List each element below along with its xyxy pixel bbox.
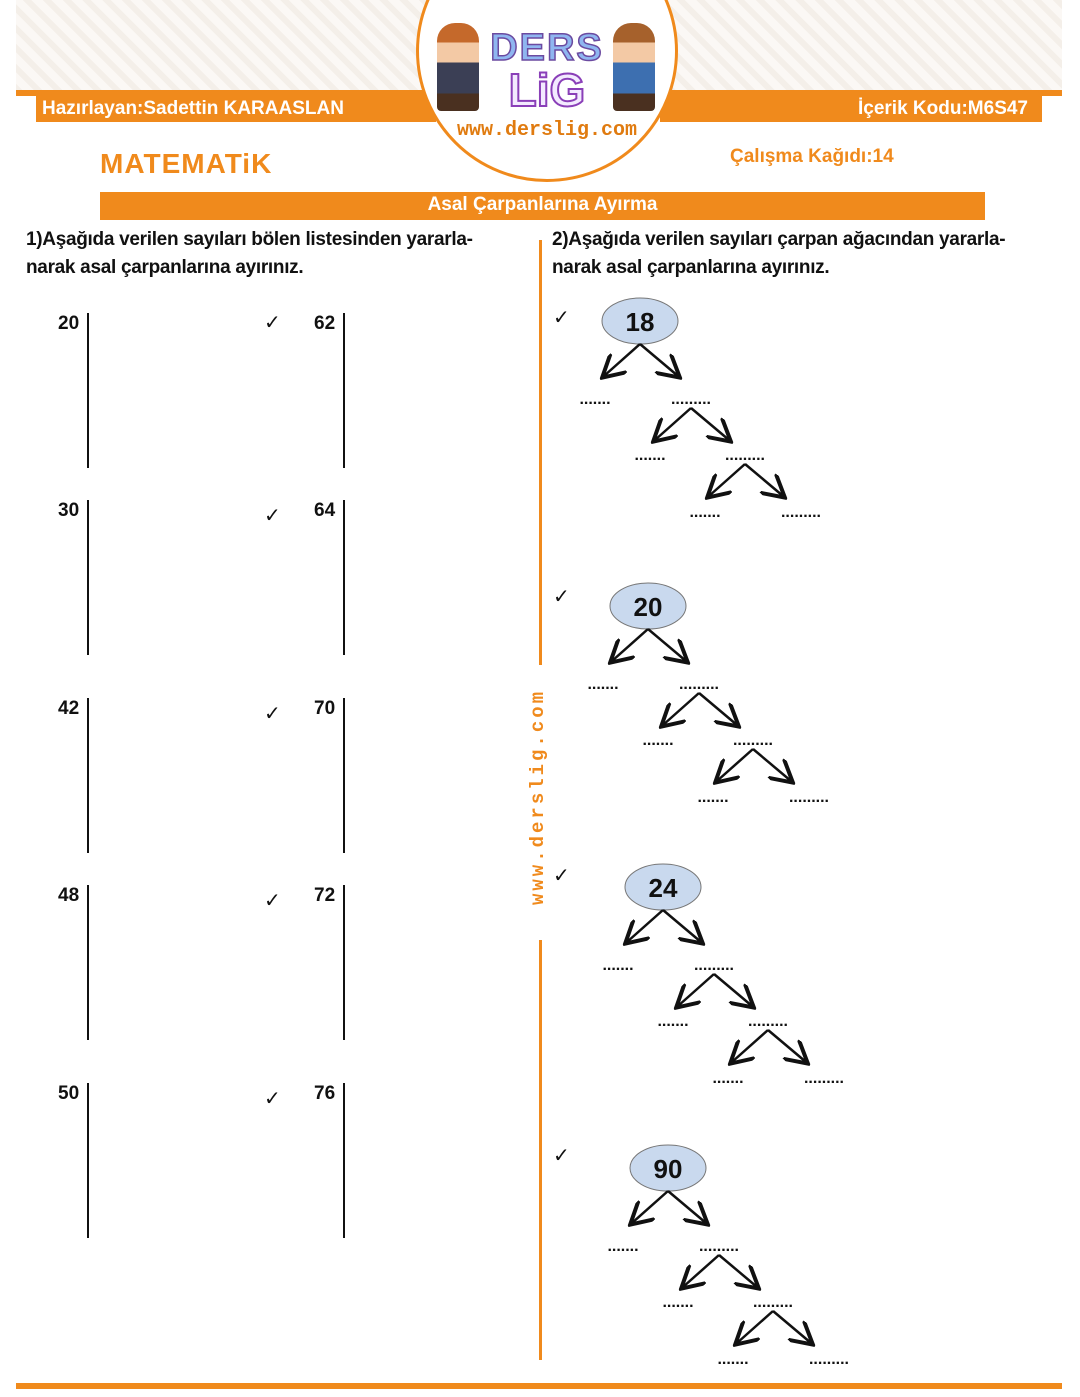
arrow-right-icon [768, 1030, 806, 1062]
arrow-left-icon [604, 344, 640, 376]
arrow-left-icon [678, 974, 714, 1006]
answer-blank: ......... [752, 1294, 794, 1311]
arrow-left-icon [632, 1191, 668, 1223]
check-mark-icon: ✓ [264, 1088, 281, 1110]
division-number: 20 [58, 313, 80, 334]
question-2-line1: 2)Aşağıda verilen sayıları çarpan ağacından yararla- [552, 229, 1006, 250]
arrow-left-icon [663, 693, 699, 725]
arrow-left-icon [737, 1311, 773, 1343]
author-label: Hazırlayan:Sadettin KARAASLAN [36, 96, 436, 122]
answer-blank: ....... [607, 1238, 639, 1255]
logo-ders: DERS [490, 27, 604, 69]
footer-band [16, 1383, 1062, 1389]
arrow-left-icon [732, 1030, 768, 1062]
tree-root-number: 24 [648, 873, 678, 903]
question-1-line1: 1)Aşağıda verilen sayıları bölen listesinden yararla- [26, 229, 473, 250]
answer-blank: ......... [732, 732, 774, 749]
arrow-left-icon [717, 749, 753, 781]
answer-blank: ....... [717, 1351, 749, 1368]
arrow-right-icon [745, 464, 783, 496]
question-2-line2: narak asal çarpanlarına ayırınız. [552, 257, 830, 278]
check-mark-icon: ✓ [553, 586, 570, 608]
arrow-right-icon [753, 749, 791, 781]
logo-lig: LiG [508, 64, 586, 116]
division-number: 72 [314, 885, 336, 906]
division-number: 62 [314, 313, 336, 334]
arrow-right-icon [668, 1191, 706, 1223]
check-mark-icon: ✓ [264, 505, 281, 527]
content-code: İçerik Kodu:M6S47 [660, 96, 1042, 122]
answer-blank: ....... [662, 1294, 694, 1311]
answer-blank: ......... [780, 504, 822, 521]
answer-blank: ......... [788, 789, 830, 806]
arrow-left-icon [627, 910, 663, 942]
arrow-right-icon [691, 408, 729, 440]
answer-blank: ......... [803, 1070, 845, 1087]
subject-title: MATEMATiK [100, 148, 273, 179]
answer-blank: ......... [693, 957, 735, 974]
answer-blank: ......... [670, 391, 712, 408]
answer-blank: ....... [587, 676, 619, 693]
arrow-right-icon [663, 910, 701, 942]
answer-blank: ....... [689, 504, 721, 521]
arrow-left-icon [612, 629, 648, 661]
answer-blank: ....... [697, 789, 729, 806]
division-number: 30 [58, 500, 80, 521]
arrow-right-icon [699, 693, 737, 725]
answer-blank: ....... [634, 447, 666, 464]
answer-blank: ......... [747, 1013, 789, 1030]
topic-title: Asal Çarpanlarına Ayırma [100, 192, 985, 220]
arrow-right-icon [773, 1311, 811, 1343]
division-number: 76 [314, 1083, 336, 1104]
tree-root-number: 90 [653, 1154, 683, 1184]
answer-blank: ......... [678, 676, 720, 693]
check-mark-icon: ✓ [553, 865, 570, 887]
check-mark-icon: ✓ [264, 703, 281, 725]
arrow-left-icon [655, 408, 691, 440]
arrow-right-icon [719, 1255, 757, 1287]
logo-url[interactable]: www.derslig.com [456, 119, 638, 142]
division-number: 48 [58, 885, 80, 906]
division-number: 50 [58, 1083, 80, 1104]
tree-root-number: 18 [625, 307, 655, 337]
watermark-url: www.derslig.com [527, 688, 549, 905]
arrow-right-icon [648, 629, 686, 661]
check-mark-icon: ✓ [553, 1145, 570, 1167]
division-number: 64 [314, 500, 336, 521]
answer-blank: ......... [698, 1238, 740, 1255]
check-mark-icon: ✓ [553, 307, 570, 329]
arrow-left-icon [683, 1255, 719, 1287]
answer-blank: ....... [642, 732, 674, 749]
answer-blank: ....... [657, 1013, 689, 1030]
sheet-number: Çalışma Kağıdı:14 [730, 146, 894, 167]
arrow-left-icon [709, 464, 745, 496]
arrow-right-icon [714, 974, 752, 1006]
answer-blank: ....... [712, 1070, 744, 1087]
answer-blank: ......... [724, 447, 766, 464]
answer-blank: ....... [602, 957, 634, 974]
check-mark-icon: ✓ [264, 890, 281, 912]
question-1-line2: narak asal çarpanlarına ayırınız. [26, 257, 304, 278]
arrow-right-icon [640, 344, 678, 376]
division-number: 42 [58, 698, 80, 719]
answer-blank: ....... [579, 391, 611, 408]
check-mark-icon: ✓ [264, 312, 281, 334]
answer-blank: ......... [808, 1351, 850, 1368]
division-number: 70 [314, 698, 336, 719]
tree-root-number: 20 [633, 592, 663, 622]
